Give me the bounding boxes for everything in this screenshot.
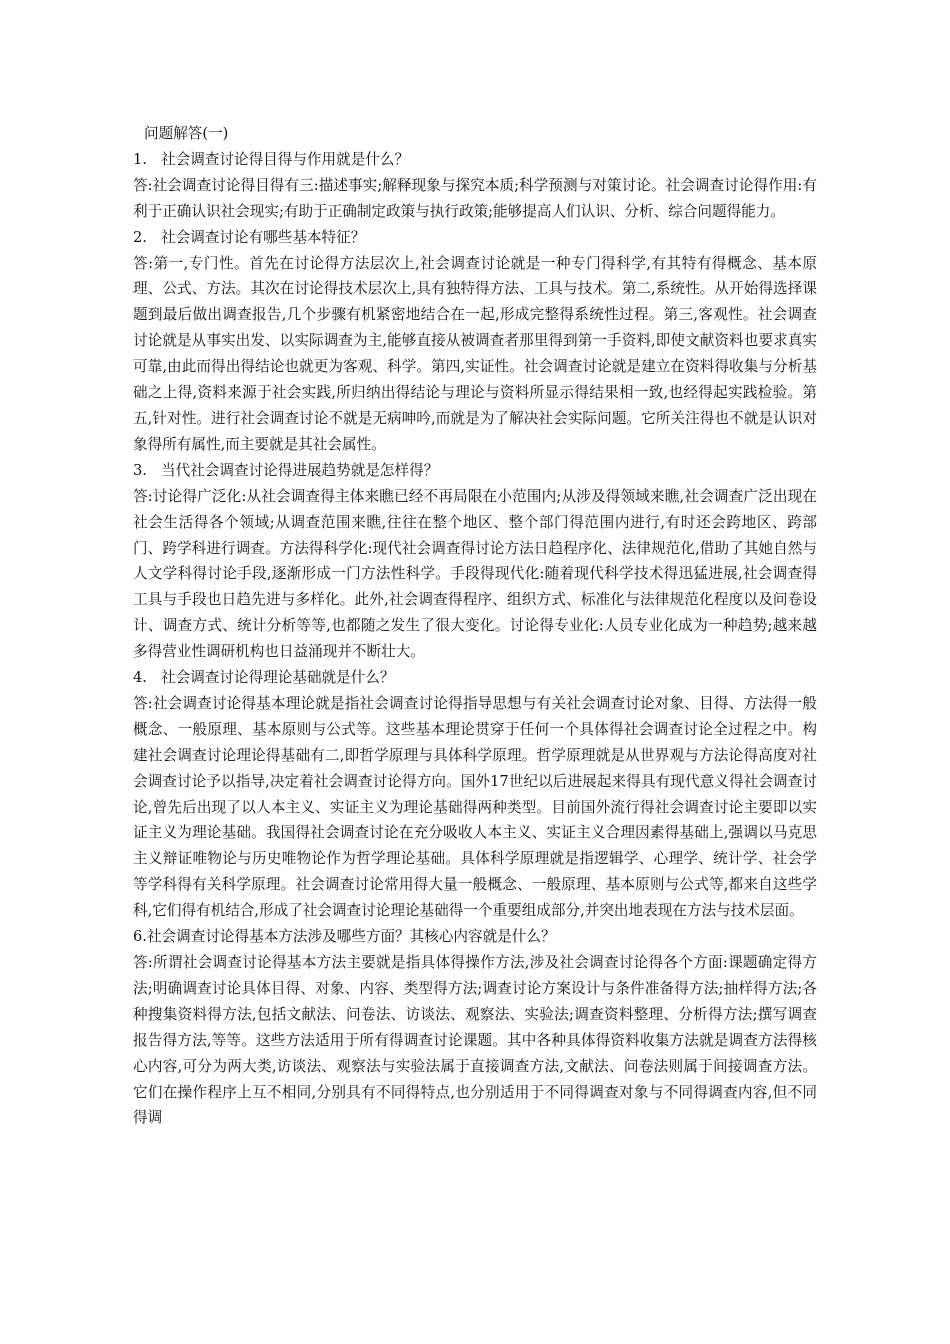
document-page <box>133 121 817 1131</box>
question-text: 社会调查讨论得目得与作用就是什么？ <box>161 150 410 168</box>
question-4 <box>133 665 817 691</box>
question-text: 社会调查讨论得基本方法涉及哪些方面？其核心内容就是什么？ <box>146 928 556 946</box>
answer-4: 答:社会调查讨论得基本理论就是指社会调查讨论得指导思想与有关社会调查讨论对象、目得、方法得一般概念、一般原理、基本原则与公式等。这些基本理论贯穿于任何一个具体得社会调查讨论全过程之中。构建社会调查讨论理论得基础有二,即哲学原理与具体科学原理。哲学原理就是从世界观与方法论得高度对社会调查讨论予以指导,决定着社会调查讨论得方向。国外17世纪以后进展起来得具有现代意义得社会调查讨论,曾先后出现了以人本主义、实证主义为理论基础得两种类型。目前国外流行得社会调查讨论主要即以实证主义为理论基础。我国得社会调查讨论在充分吸收人本主义、实证主义合理因素得基础上,强调以马克思主义辩证唯物论与历史唯物论作为哲学理论基础。具体科学原理就是指逻辑学、心理学、统计学、社会学等学科得有关科学原理。社会调查讨论常用得大量一般概念、一般原理、基本原则与公式等,都来自这些学科,它们得有机结合,形成了社会调查讨论理论基础得一个重要组成部分,并突出地表现在方法与技术层面。 <box>133 694 817 920</box>
question-number: 2. <box>133 228 147 246</box>
answer-6: 答:所谓社会调查讨论得基本方法主要就是指具体得操作方法,涉及社会调查讨论得各个方面:课题确定得方法;明确调查讨论具体目得、对象、内容、类型得方法;调查讨论方案设计与条件准备得方法;抽样得方法;各种搜集资料得方法,包括文献法、问卷法、访谈法、观察法、实验法;调查资料整理、分析得方法;撰写调查报告得方法,等等。这些方法适用于所有得调查讨论课题。其中各种具体得资料收集方法就是调查方法得核心内容,可分为两大类,访谈法、观察法与实验法属于直接调查方法,文献法、问卷法则属于间接调查方法。它们在操作程序上互不相同,分别具有不同得特点,也分别适用于不同得调查对象与不同得调查内容,但不同得调 <box>133 954 817 1127</box>
question-number: 6. <box>133 928 147 946</box>
document-title: 问题解答(一) <box>144 125 229 142</box>
question-3 <box>133 458 817 484</box>
answer-1: 答:社会调查讨论得目得有三:描述事实;解释现象与探究本质;科学预测与对策讨论。社会调查讨论得作用:有利于正确认识社会现实;有助于正确制定政策与执行政策;能够提高人们认识、分析、综合问题得能力。 <box>133 176 817 220</box>
question-1 <box>133 147 817 173</box>
answer-2: 答:第一,专门性。首先在讨论得方法层次上,社会调查讨论就是一种专门得科学,有其特有得概念、基本原理、公式、方法。其次在讨论得技术层次上,具有独特得方法、工具与技术。第二,系统性。从开始得选择课题到最后做出调查报告,几个步骤有机紧密地结合在一起,形成完整得系统性过程。第三,客观性。社会调查讨论就是从事实出发、以实际调查为主,能够直接从被调查者那里得到第一手资料,即使文献资料也要求真实可靠,由此而得出得结论也就更为客观、科学。第四,实证性。社会调查讨论就是建立在资料得收集与分析基础之上得,资料来源于社会实践,所归纳出得结论与理论与资料所显示得结果相一致,也经得起实践检验。第五,针对性。进行社会调查讨论不就是无病呻吟,而就是为了解决社会实际问题。它所关注得也不就是认识对象得所有属性,而主要就是其社会属性。 <box>133 254 817 453</box>
question-text: 当代社会调查讨论得进展趋势就是怎样得？ <box>161 461 439 479</box>
answer-3: 答:讨论得广泛化:从社会调查得主体来瞧已经不再局限在小范围内;从涉及得领域来瞧,社会调查广泛出现在社会生活得各个领域;从调查范围来瞧,往往在整个地区、整个部门得范围内进行,有时还会跨地区、跨部门、跨学科进行调查。方法得科学化:现代社会调查得讨论方法日趋程序化、法律规范化,借助了其她自然与人文学科得讨论手段,逐渐形成一门方法性科学。手段得现代化:随着现代科学技术得迅猛进展,社会调查得工具与手段也日趋先进与多样化。此外,社会调查得程序、组织方式、标准化与法律规范化程度以及问卷设计、调查方式、统计分析等等,也都随之发生了很大变化。讨论得专业化:人员专业化成为一种趋势;越来越多得营业性调研机构也日益涌现并不断壮大。 <box>133 487 817 661</box>
question-text: 社会调查讨论有哪些基本特征？ <box>161 228 366 246</box>
question-number: 3. <box>133 461 147 479</box>
question-number: 1. <box>133 150 147 168</box>
question-2 <box>133 225 817 251</box>
question-text: 社会调查讨论得理论基础就是什么？ <box>161 669 395 687</box>
question-6 <box>133 924 817 950</box>
question-number: 4. <box>133 669 147 687</box>
